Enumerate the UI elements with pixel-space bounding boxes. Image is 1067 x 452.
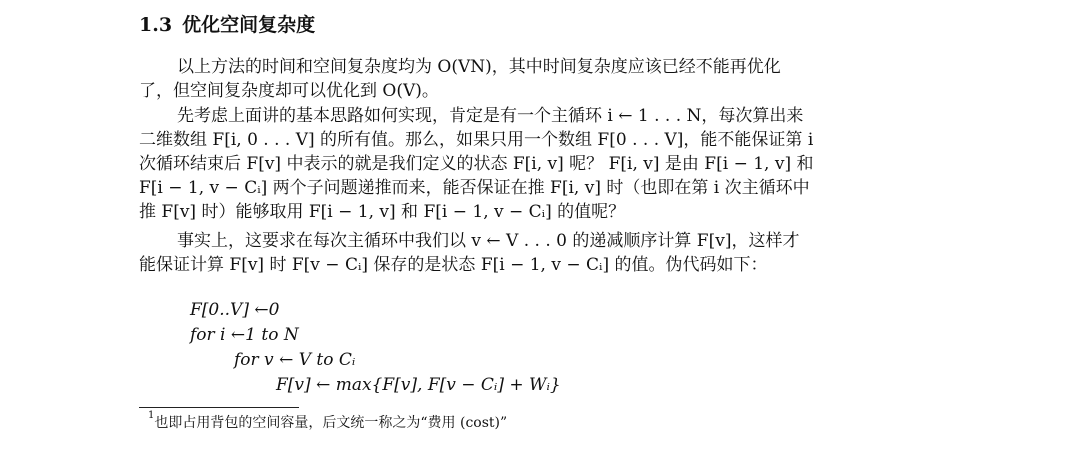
pseudocode-line4: F[v] ← max{F[v], F[v − Cᵢ] + Wᵢ}: [276, 375, 561, 395]
paragraph1-line2: 了，但空间复杂度却可以优化到 O(V)。: [139, 81, 439, 101]
paragraph2-line3: 次循环结束后 F[v] 中表示的就是我们定义的状态 F[i, v] 呢？ F[i, v] 是由 F[i − 1, v] 和: [139, 154, 814, 174]
pseudocode-line1: F[0..V] ←0: [190, 300, 280, 320]
paragraph-implementation: [139, 104, 919, 224]
footnote-marker: 1: [148, 410, 155, 421]
footnote-text: 也即占用背包的空间容量，后文统一称之为“费用 (cost)”: [154, 415, 508, 431]
paragraph3-line1: 事实上，这要求在每次主循环中我们以 v ← V . . . 0 的递减顺序计算 F[v]，这样才: [177, 231, 800, 251]
paragraph-space-complexity: [139, 55, 919, 103]
footnote-rule: [139, 407, 299, 408]
paragraph2-line1: 先考虑上面讲的基本思路如何实现，肯定是有一个主循环 i ← 1 . . . N，每次算出来: [177, 106, 804, 126]
paragraph2-line5: 推 F[v] 时）能够取用 F[i − 1, v] 和 F[i − 1, v − Cᵢ] 的值呢？: [139, 202, 626, 222]
footnote: [148, 412, 507, 432]
paragraph1-line1: 以上方法的时间和空间复杂度均为 O(VN)，其中时间复杂度应该已经不能再优化: [177, 57, 781, 77]
pseudocode-block: [190, 298, 561, 398]
paragraph3-line2: 能保证计算 F[v] 时 F[v − Cᵢ] 保存的是状态 F[i − 1, v − Cᵢ] 的值。伪代码如下：: [139, 255, 768, 275]
paragraph2-line4: F[i − 1, v − Cᵢ] 两个子问题递推而来，能否保证在推 F[i, v] 时（也即在第 i 次主循环中: [139, 178, 810, 198]
section-heading: [139, 10, 315, 37]
pseudocode-line2: for i ←1 to N: [190, 325, 299, 345]
paragraph2-line2: 二维数组 F[i, 0 . . . V] 的所有值。那么，如果只用一个数组 F[0 . . . V]，能不能保证第 i: [139, 130, 814, 150]
pseudocode-line3: for v ← V to Cᵢ: [234, 350, 356, 370]
paragraph-order: [139, 229, 919, 277]
section-title: 优化空间复杂度: [182, 14, 316, 36]
section-number: 1.3: [139, 14, 173, 36]
